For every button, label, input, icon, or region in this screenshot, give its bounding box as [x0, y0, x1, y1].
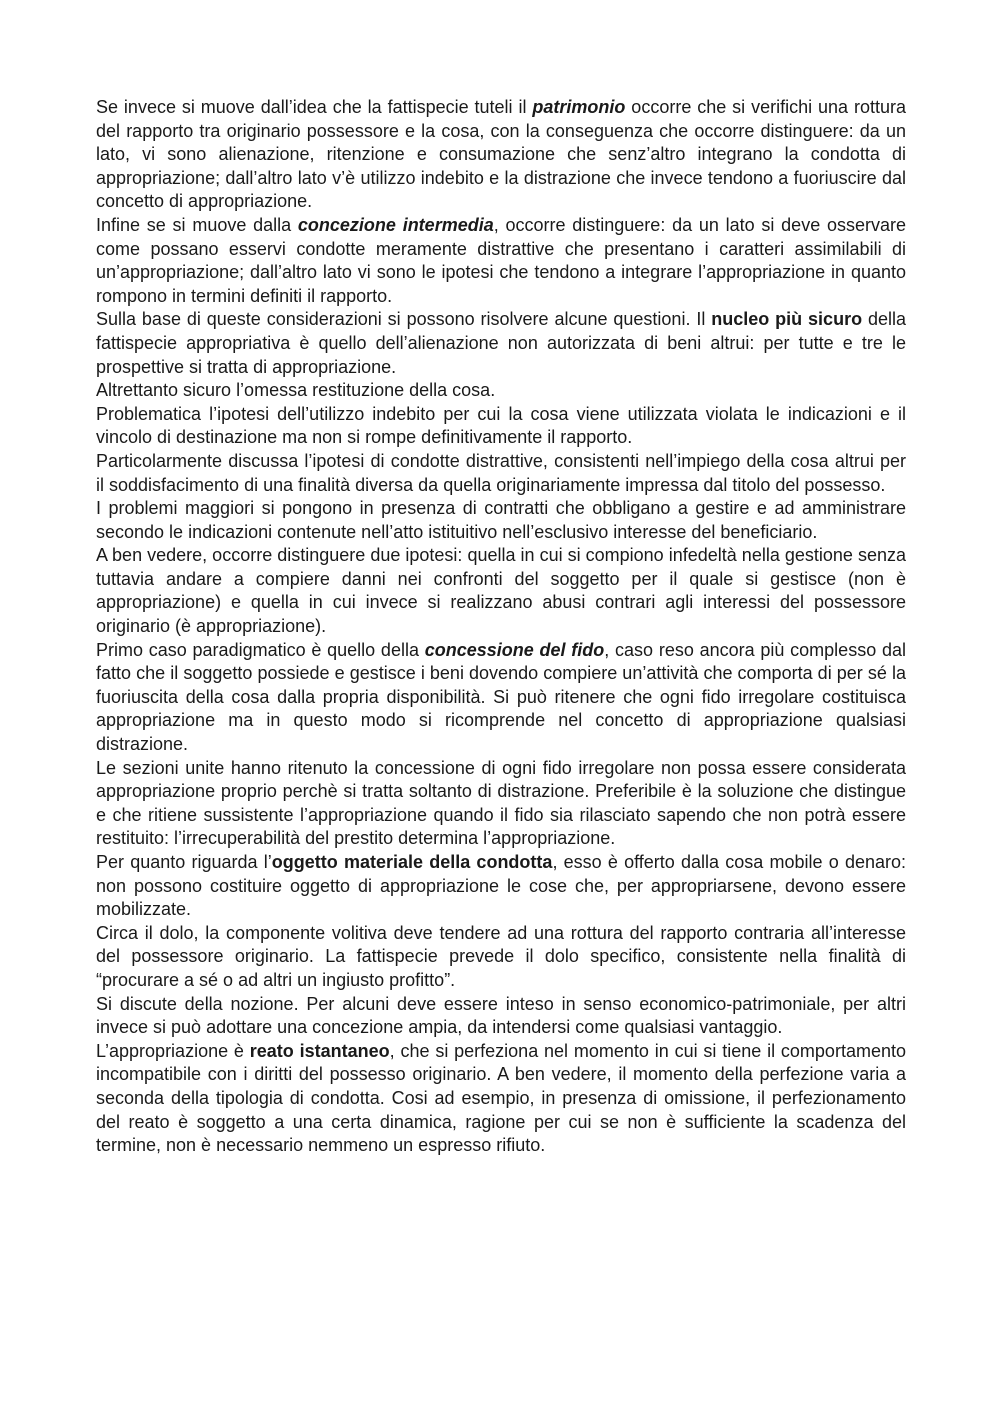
text-run: Problematica l’ipotesi dell’utilizzo indebito per cui la cosa viene utilizzata violata le indicazioni e il vincolo di destinazione ma non si rompe definitivamente il rapporto. [96, 403, 906, 448]
paragraph-patrimonio [96, 96, 906, 214]
text-run: occorre che si verifichi una rottura del rapporto tra originario possessore e la cosa, con la conseguenza che occorre distinguere: da un lato, vi sono alienazione, ritenzione e consumazione che senz’altro integrano la condotta di appropriazione; dall’altro lato v’è utilizzo indebito e la distrazione che invece tendono a fuoriuscire dal concetto di appropriazione. [96, 97, 906, 212]
text-run: Per quanto riguarda l’ [96, 852, 272, 872]
paragraph-omessa-restituzione [96, 379, 906, 403]
text-run: Se invece si muove dall’idea che la fattispecie tuteli il [96, 97, 533, 117]
paragraph-nucleo-sicuro [96, 308, 906, 379]
bold-term: nucleo più sicuro [711, 309, 863, 330]
bold-term: oggetto materiale della condotta [271, 852, 553, 872]
emphasis-term: concessione del fido [424, 639, 605, 660]
paragraph-concezione-intermedia [96, 214, 906, 308]
paragraph-problemi-maggiori [96, 497, 906, 544]
text-run: , occorre distinguere: da un lato si deve osservare come possano esservi condotte meramente distrattive che presentano i caratteri assimilabili di un’appropriazione; dall’altro lato vi sono le ipotesi che tendono a integrare l’appropriazione in quanto rompono in termini definiti il rapporto. [96, 214, 906, 306]
paragraph-dolo [96, 922, 906, 993]
text-run: Primo caso paradigmatico è quello della [96, 639, 425, 660]
paragraph-reato-istantaneo [96, 1040, 906, 1158]
bold-term: reato istantaneo [249, 1040, 390, 1061]
text-run: I problemi maggiori si pongono in presenza di contratti che obbligano a gestire e ad amministrare secondo le indicazioni contenute nell’atto istituitivo nell’esclusivo interesse del beneficiario. [96, 498, 906, 542]
text-run: , esso è offerto dalla cosa mobile o denaro: non possono costituire oggetto di appropriazione le cose che, per appropriarsene, devono essere mobilizzate. [96, 852, 907, 920]
emphasis-term: patrimonio [532, 97, 626, 117]
text-run: L’appropriazione è [96, 1040, 250, 1061]
text-run: Le sezioni unite hanno ritenuto la concessione di ogni fido irregolare non possa essere considerata appropriazione proprio perchè si tratta soltanto di distrazione. Preferibile è la soluzione che distingue e che ritiene sussistente l’appropriazione quando il fido sia rilasciato sapendo che non potrà essere restituito: l’irrecuperabilità del prestito determina l’appropriazione. [96, 757, 906, 849]
text-run: , che si perfeziona nel momento in cui si tiene il comportamento incompatibile con i diritti del possesso originario. A ben vedere, il momento della perfezione varia a seconda della tipologia di condotta. Cosi ad esempio, in presenza di omissione, il perfezionamento del reato è soggetto a una certa dinamica, ragione per cui se non è sufficiente la scadenza del termine, non è necessario nemmeno un espresso rifiuto. [96, 1040, 906, 1156]
paragraph-oggetto-materiale [96, 851, 906, 922]
text-run: della fattispecie appropriativa è quello dell’alienazione non autorizzata di beni altrui: per tutte e tre le prospettive si tratta di appropriazione. [96, 309, 907, 377]
text-run: Circa il dolo, la componente volitiva deve tendere ad una rottura del rapporto contraria all’interesse del possessore originario. La fattispecie prevede il dolo specifico, consistente nella finalità di “procurare a sé o ad altri un ingiusto profitto”. [96, 922, 906, 990]
paragraph-due-ipotesi [96, 544, 906, 638]
paragraph-condotte-distrattive [96, 450, 906, 497]
paragraph-concessione-fido [96, 639, 906, 757]
text-run: Infine se si muove dalla [96, 214, 298, 235]
text-run: Particolarmente discussa l’ipotesi di condotte distrattive, consistenti nell’impiego della cosa altrui per il soddisfacimento di una finalità diversa da quella originariamente impressa dal titolo del possesso. [96, 450, 906, 495]
text-run: A ben vedere, occorre distinguere due ipotesi: quella in cui si compiono infedeltà nella gestione senza tuttavia andare a compiere danni nei confronti del soggetto per il quale si gestisce (non è appropriazione) e quella in cui invece si realizzano abusi contrari agli interessi del possessore originario (è appropriazione). [96, 545, 906, 637]
document-page [96, 96, 906, 1158]
text-run: Altrettanto sicuro l’omessa restituzione della cosa. [96, 380, 496, 401]
text-run: Sulla base di queste considerazioni si possono risolvere alcune questioni. Il [96, 309, 712, 330]
emphasis-term: concezione intermedia [297, 214, 494, 235]
paragraph-utilizzo-indebito [96, 403, 906, 450]
paragraph-sezioni-unite [96, 757, 906, 851]
text-run: Si discute della nozione. Per alcuni deve essere inteso in senso economico-patrimoniale, per altri invece si può adottare una concezione ampia, da intendersi come qualsiasi vantaggio. [96, 993, 906, 1038]
text-run: , caso reso ancora più complesso dal fatto che il soggetto possiede e gestisce i beni dovendo compiere un’attività che comporta di per sé la fuoriuscita della cosa dalla propria disponibilità. Si può ritenere che ogni fido irregolare costituisca appropriazione ma in questo modo si ricomprende nel concetto di appropriazione qualsiasi distrazione. [96, 639, 906, 755]
paragraph-nozione [96, 993, 906, 1040]
